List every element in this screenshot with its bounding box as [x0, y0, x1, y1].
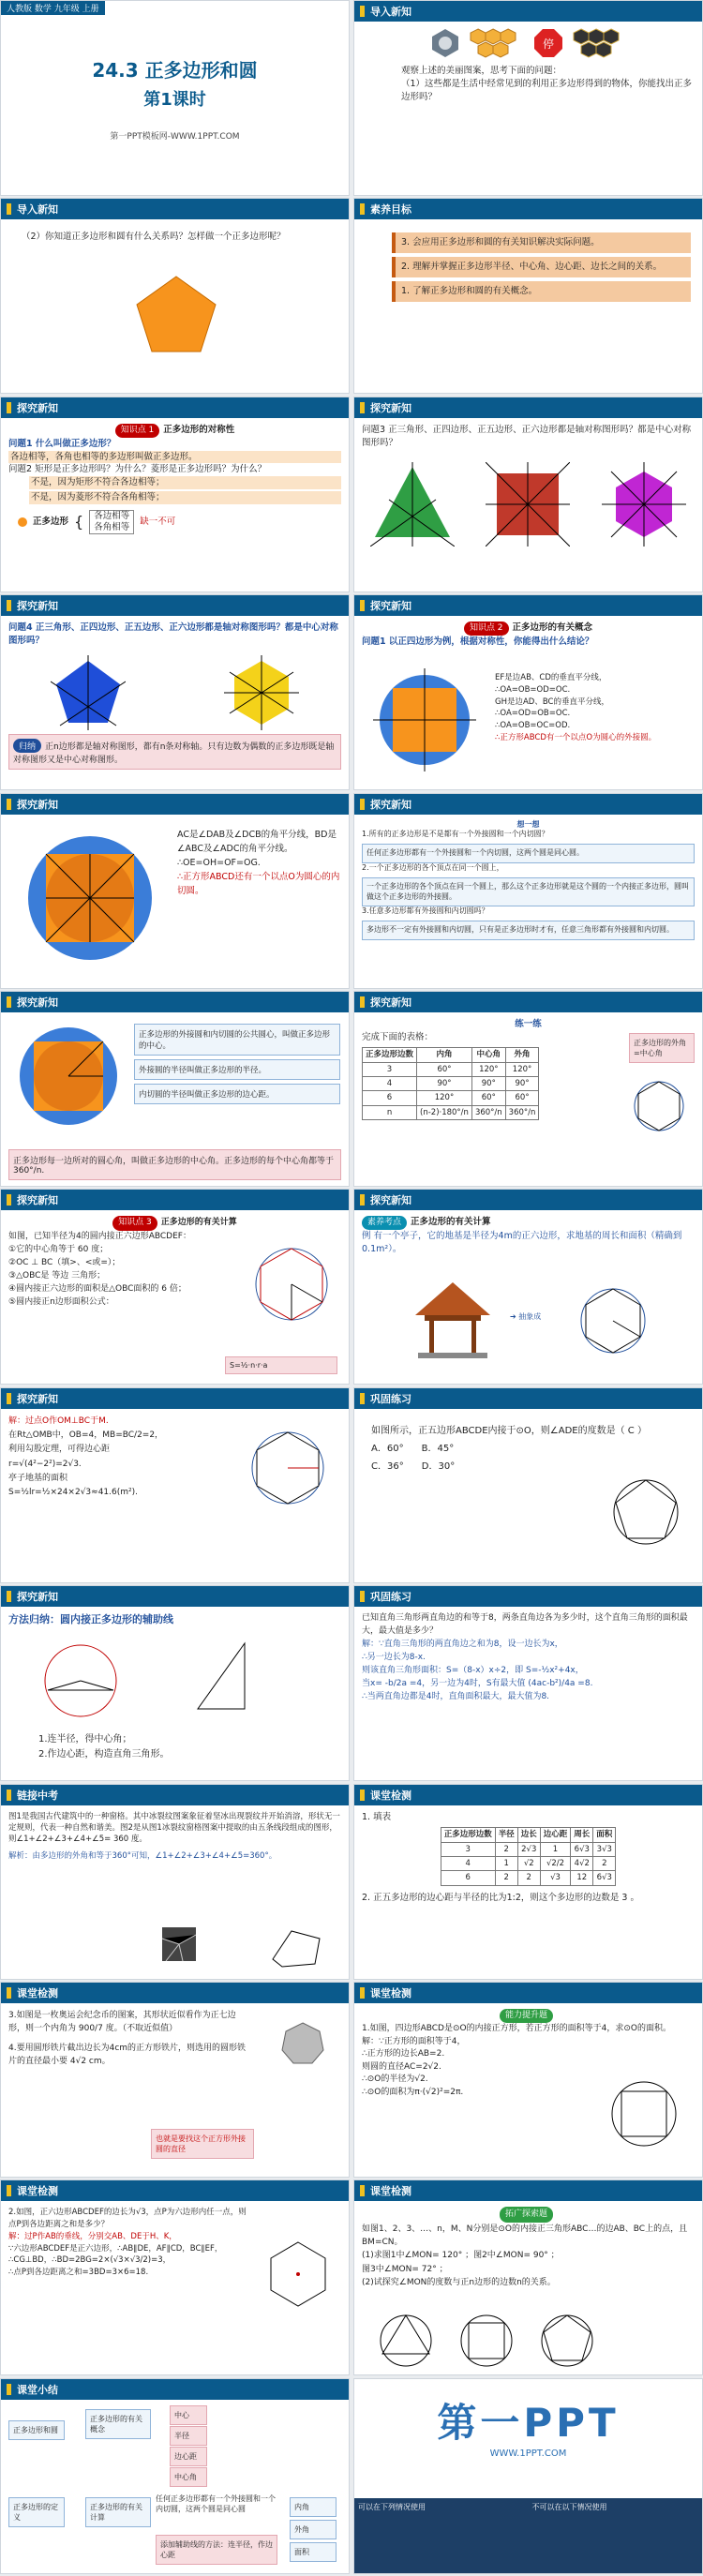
slide-21[interactable] [0, 1982, 350, 2178]
slide-header: 导入新知 [1, 199, 349, 219]
goal-3: 3. 会应用正多边形和圆的有关知识解决实际问题。 [392, 232, 691, 253]
slide-body [1, 1805, 349, 1868]
slide-header: 巩固练习 [354, 1388, 702, 1409]
pattern-row [354, 27, 702, 59]
slide-16[interactable] [353, 1387, 703, 1583]
slide-body [354, 1210, 702, 1262]
question-1: 问题1 以正四边形为例，根据对称性，你能得出什么结论？ [362, 637, 594, 648]
bullet-icon [7, 203, 11, 215]
table-cell: 2 [517, 1871, 540, 1885]
answer-1: 任何正多边形都有一个外接圆和一个内切圆，这两个圆是同心圆。 [362, 844, 695, 863]
lesson-subtitle: 第1课时 [143, 90, 206, 110]
slide-header: 探究新知 [354, 794, 702, 815]
table-header-cell: 边长 [517, 1828, 540, 1842]
note: 缺一不可 [140, 517, 176, 528]
goal-list [354, 219, 702, 301]
slide-header: 探究新知 [1, 1388, 349, 1409]
slide-header: 探究新知 [1, 595, 349, 616]
practice-intro: 完成下面的表格： [362, 1031, 434, 1042]
proof-text: EF是边AB、CD的垂直平分线， ∴OA=OB=OD=OC. GH是边AD、BC的垂直平分线， ∴OA=OD=OB=OC. ∴OA=OB=OC=OD. ∴正方形ABCD有一个以点O为圆心的外接圆。 [495, 673, 657, 742]
solution: 解：过点O作OM⊥BC于M. 在Rt△OMB中，OB=4，MB=BC/2=2， 利用勾股定理，可得边心距 r=√(4²−2²)=2√3. 亭子地基的面积 S=½lr=½×24×2√3≈41.6(m²). [8, 1415, 164, 1498]
summary-box: 归纳 正n边形都是轴对称图形，都有n条对称轴。只有边数为偶数的正多边形既是轴对称图形又是中心对称图形。 [8, 734, 341, 770]
figure-1 [373, 2313, 439, 2369]
angle-figure [263, 1922, 329, 1969]
bullet-icon [7, 1194, 11, 1206]
table-header-row [363, 1048, 539, 1062]
summary-label: 归纳 [13, 739, 41, 753]
slide-22[interactable] [353, 1982, 703, 2178]
slide-26[interactable] [353, 2378, 703, 2574]
bullet-icon [7, 996, 11, 1008]
stop-sign-icon [532, 27, 564, 59]
node-concepts: 正多边形的有关概念 [85, 2409, 151, 2439]
angle-table [362, 1047, 539, 1120]
bullet-icon [7, 1591, 11, 1602]
table-cell: 3 [363, 1062, 417, 1076]
question-3: 问题3 正三角形、正四边形、正五边形、正六边形都是轴对称图形吗？都是中心对称图形吗？ [362, 424, 692, 448]
table-header-cell: 周长 [571, 1828, 593, 1842]
bullet-icon [7, 2384, 11, 2395]
slide-body: 知识点 3 正多边形的有关计算 如图，已知半径为4的圆内接正六边形ABCDEF： ①它的中心角等于 60 度； ②OC ⊥ BC（填>、<或=）； ③△OBC是 等边 三角形； ④圆内接正六边形的面积是△OBC面积的 6 倍； ⑤圆内接正n边形面积公式： [8, 1218, 237, 1307]
slide-1[interactable] [0, 0, 350, 196]
intro-text: 观察上述的美丽图案，思考下面的问题： [401, 66, 562, 76]
slide-header: 课堂检测 [1, 2180, 349, 2201]
question: 已知直角三角形两直角边的和等于8，两条直角边各为多少时，这个直角三角形的面积最大，最大值是多少？ [362, 1613, 688, 1637]
slide-header: 探究新知 [1, 794, 349, 815]
option-b[interactable]: B．45° [421, 1443, 455, 1454]
knowledge-badge: 知识点 3 [112, 1216, 157, 1231]
pentagon-in-circle [608, 1475, 683, 1550]
shape-row [1, 655, 349, 730]
answer-1: 不是，因为矩形不符合各边相等； [29, 476, 341, 489]
usage-footer [354, 2498, 702, 2573]
right-triangle-figure [188, 1639, 254, 1714]
orange-pentagon [134, 274, 218, 354]
table-cell: 90° [471, 1077, 505, 1091]
slide-body [1, 2003, 254, 2074]
table-cell: n [363, 1105, 417, 1119]
table-header-cell: 面积 [593, 1828, 616, 1842]
bullet-icon [360, 6, 365, 17]
bisector-text: AC是∠DAB及∠DCB的角平分线，BD是∠ABC及∠ADC的角平分线。 ∴OE=OH=OF=OG. ∴正方形ABCD还有一个以点O为圆心的内切圆。 [177, 829, 340, 897]
table-row [363, 1105, 539, 1119]
question-4: 4.要用圆形铁片截出边长为4cm的正方形铁片，则选用的圆形铁片的直径最小要 4√2 cm。 [8, 2043, 247, 2067]
slide-header: 探究新知 [1, 992, 349, 1012]
slide-header: 课堂检测 [354, 2180, 702, 2201]
abstract-arrow: ➔ 抽象成 [510, 1312, 542, 1322]
table-cell: 360°/n [471, 1105, 505, 1119]
polygon-label: 正多边形 [33, 517, 69, 528]
slide-17[interactable] [0, 1585, 350, 1781]
table-cell: 3 [441, 1842, 495, 1856]
question: 2.如图，正六边形ABCDEF的边长为√3，点P为六边形内任一点，则点P到各边距离之和是多少？ [8, 2208, 247, 2230]
shape-row [354, 462, 702, 547]
question: 如图1、2、3、…、n，M、N分别是⊙O的内接正三角形ABC…的边AB、BC上的点，且BM=CN。 [362, 2224, 688, 2248]
table-row [363, 1077, 539, 1091]
table-cell: 6√3 [593, 1871, 616, 1885]
bullet-icon [360, 1393, 365, 1404]
square-in-circle-figure [606, 2076, 681, 2151]
slide-13[interactable] [0, 1189, 350, 1385]
hexagon-star-shape [224, 655, 299, 730]
slide-header: 探究新知 [354, 595, 702, 616]
question-3: 3.如图是一枚奥运会纪念币的图案，其形状近似看作为正七边形，则一个内角为 900/7 度。（不取近似值） [8, 2010, 236, 2034]
option-d[interactable]: D．30° [421, 1460, 456, 1472]
slide-24[interactable] [353, 2179, 703, 2375]
method-steps: 1.连半径，得中心角； 2.作边心距，构造直角三角形。 [38, 1734, 170, 1760]
table-cell: 90° [505, 1077, 539, 1091]
table-cell: 360°/n [505, 1105, 539, 1119]
tile-pattern-icon [572, 27, 628, 59]
square-in-circle [373, 668, 476, 771]
analysis: 解析：由多边形的外角和等于360°可知，∠1+∠2+∠3+∠4+∠5=360°。 [8, 1851, 277, 1862]
slide-body [354, 59, 702, 109]
hint-box: 也就是要找这个正方形外接圆的直径 [151, 2129, 254, 2159]
edition-tag: 人教版 数学 九年级 上册 [1, 1, 105, 15]
bullet-icon [360, 203, 365, 215]
table-cell: 120° [505, 1062, 539, 1076]
table-cell: 60° [471, 1091, 505, 1105]
goal-1: 1. 了解正多边形和圆的有关概念。 [392, 281, 691, 302]
circle-triangle-figure [38, 1639, 123, 1723]
badge-title: 正多边形的有关计算 [160, 1218, 237, 1228]
slide-header: 巩固练习 [354, 1586, 702, 1607]
slide-header: 探究新知 [1, 1586, 349, 1607]
slide-header: 课堂检测 [1, 1983, 349, 2003]
table-cell: √2/2 [540, 1856, 571, 1870]
answer-2: 不是，因为菱形不符合各角相等； [29, 491, 341, 504]
bullet-icon [360, 799, 365, 810]
badge-title: 正多边形的有关概念 [512, 622, 593, 634]
option-c[interactable]: C．36° [371, 1460, 404, 1472]
slide-25[interactable]: 课堂小结 正多边形和圆 正多边形的有关概念 中心 半径 边心距 中心角 正多边形的定义 正多边形的有关计算 任何正多边形都有一个外接圆和一个内切圆，这两个圆是同心圆 添加辅助线的方法：连半径，作边心距 内角 外角 面积 [0, 2378, 350, 2574]
table-header-cell: 外角 [505, 1048, 539, 1062]
table-cell: 2 [495, 1871, 517, 1885]
slide-3[interactable] [0, 198, 350, 394]
table-header-cell: 边心距 [540, 1828, 571, 1842]
brand-url[interactable]: WWW.1PPT.COM [489, 2448, 567, 2459]
figure-3 [534, 2313, 600, 2369]
slide-header: 课堂检测 [354, 1983, 702, 2003]
bullet-icon [7, 799, 11, 810]
forbidden-usage: 不可以在以下情况使用 [531, 2502, 607, 2511]
question: 如图所示，正五边形ABCDE内接于⊙O，则∠ADE的度数是（ C ） [371, 1425, 647, 1436]
note-box: 正多边形的外角=中心角 [629, 1033, 695, 1063]
practice-title: 练一练 [515, 1018, 542, 1029]
example-text: 例 有一个亭子，它的地基是半径为4m的正六边形，求地基的周长和面积（精确到0.1m²）。 [362, 1231, 682, 1255]
coin-icon [279, 2020, 326, 2067]
pavilion-icon [411, 1278, 495, 1362]
slide-header: 探究新知 [354, 992, 702, 1012]
hexagon-figure [246, 1426, 330, 1510]
bullet-icon [7, 1393, 11, 1404]
node-definition: 正多边形的定义 [8, 2497, 65, 2527]
fill-table [441, 1827, 617, 1885]
level-badge: 拓广探索题 [500, 2207, 553, 2222]
knowledge-badge: 知识点 1 [115, 424, 160, 438]
slide-header: 课堂小结 [1, 2379, 349, 2400]
slide-19[interactable] [0, 1784, 350, 1980]
table-row [441, 1842, 616, 1856]
table-header-cell: 内角 [417, 1048, 472, 1062]
bullet-icon [360, 2185, 365, 2196]
central-angle-note: 正多边形每一边所对的圆心角，叫做正多边形的中心角。正多边形的每个中心角都等于360°/n. [8, 1149, 341, 1180]
square-center-figure [12, 1020, 125, 1132]
slide-4[interactable] [353, 198, 703, 394]
slide-body [1, 418, 349, 541]
table-cell: 1 [540, 1842, 571, 1856]
slide-body: 2.如图，正六边形ABCDEF的边长为√3，点P为六边形内任一点，则点P到各边距离之和是多少？ 解：过P作AB的垂线，分别交AB、DE于H、K， ∵六边形ABCDEF是正六边形，∴AB∥DE，AF∥CD，BC∥EF， ∴CG⊥BD，∴BD=2BG=2×(√3×√3/2)=3， ∴点P到各边距离之和=3BD=3×6=18. [8, 2208, 247, 2278]
slide-15[interactable] [0, 1387, 350, 1583]
conditions: 各边相等 各角相等 [89, 510, 134, 535]
bullet-icon [360, 1987, 365, 1999]
pentagon-shape [51, 655, 126, 730]
bullet-icon [7, 2185, 11, 2196]
slide-header: 探究新知 [1, 397, 349, 418]
table-header-row [441, 1828, 616, 1842]
slide-20[interactable] [353, 1784, 703, 1980]
bullet-icon [360, 1194, 365, 1206]
slide-header: 链接中考 [1, 1785, 349, 1805]
bullet-icon [360, 1591, 365, 1602]
table-cell: 120° [471, 1062, 505, 1076]
table-cell: 60° [505, 1091, 539, 1105]
figure-row [373, 2313, 600, 2369]
allowed-usage: 可以在下列情况使用 [358, 2502, 426, 2511]
honeycomb-icon [469, 27, 525, 59]
bullet-icon [360, 600, 365, 611]
bullet-icon [360, 1790, 365, 1801]
slide-header: 探究新知 [354, 397, 702, 418]
slide-11[interactable] [0, 991, 350, 1187]
table-cell: 2 [593, 1856, 616, 1870]
bullet-icon [7, 402, 11, 413]
question-1: （1）这些都是生活中经常见到的利用正多边形得到的物体，你能找出正多边形吗？ [401, 78, 693, 102]
brand-logo: 第一PPT [437, 2399, 620, 2446]
slide-header: 课堂检测 [354, 1785, 702, 1805]
table-header-cell: 正多边形边数 [363, 1048, 417, 1062]
node-root: 正多边形和圆 [8, 2420, 65, 2440]
question-2: （2）你知道正多边形和圆有什么关系吗？怎样做一个正多边形呢？ [22, 232, 286, 243]
hexagon-in-circle [631, 1078, 687, 1134]
question: 1.如图，四边形ABCD是⊙O的内接正方形，若正方形的面积等于4，求⊙O的面积。 [362, 2024, 671, 2034]
slide-header: 探究新知 [354, 1190, 702, 1210]
slide-18[interactable] [353, 1585, 703, 1781]
bullet-icon [7, 1987, 11, 1999]
slide-12[interactable] [353, 991, 703, 1187]
slide-7[interactable] [0, 594, 350, 790]
think-title: 想一想 [516, 819, 540, 829]
slide-header: 探究新知 [1, 1190, 349, 1210]
table-cell: 4 [363, 1077, 417, 1091]
answer-3: 多边形不一定有外接圆和内切圆，只有是正多边形时才有，任意三角形都有外接圆和内切圆。 [362, 921, 695, 940]
table-cell: 6√3 [571, 1842, 593, 1856]
method-title: 方法归纳：圆内接正多边形的辅助线 [8, 1613, 173, 1626]
table-cell: 2 [495, 1842, 517, 1856]
table-cell: √3 [540, 1871, 571, 1885]
dot-icon [18, 517, 27, 527]
badge-title: 正多边形的对称性 [163, 424, 235, 435]
table-row [441, 1871, 616, 1885]
literacy-label: 素养考点 [362, 1216, 407, 1230]
window-pattern-icon [160, 1925, 198, 1963]
table-cell: √2 [517, 1856, 540, 1870]
square-inscribed-figure [20, 828, 160, 968]
table-header-cell: 半径 [495, 1828, 517, 1842]
table-cell: 120° [417, 1091, 472, 1105]
question: 图1是我国古代建筑中的一种窗格。其中冰裂纹图案象征着坚冰出现裂纹并开始消溶，形状无一定规则，代表一种自然和谐美。图2是从图1冰裂纹窗格图案中提取的由五条线段组成的图形，则∠1+∠2+∠3+∠4+∠5= 360 度。 [8, 1811, 340, 1845]
site-footer: 第一PPT模板网-WWW.1PPT.COM [110, 132, 240, 142]
question-1: 问题1 什么叫做正多边形？ [8, 438, 116, 449]
table-row [441, 1856, 616, 1870]
knowledge-badge: 知识点 2 [464, 622, 509, 636]
slide-2[interactable] [353, 0, 703, 196]
bullet-icon [7, 1790, 11, 1801]
condition-row [18, 510, 341, 535]
area-formula: S=½·n·r·a [225, 1356, 337, 1374]
table-cell: 1 [495, 1856, 517, 1870]
lesson-title: 24.3 正多边形和圆 [92, 59, 258, 82]
option-a[interactable]: A．60° [371, 1443, 404, 1454]
table-cell: 12 [571, 1871, 593, 1885]
svg-text:停: 停 [542, 37, 554, 51]
hexagon-abstract [576, 1283, 651, 1358]
square-shape [486, 462, 570, 547]
table-cell: 6 [441, 1871, 495, 1885]
hexagon-figure [249, 1242, 334, 1326]
table-cell: 4 [441, 1856, 495, 1870]
question-2: 2. 正五多边形的边心距与半径的比为1:2，则这个多边形的边数是 3 。 [362, 1892, 639, 1903]
slide-body [354, 616, 702, 654]
table-cell: 3√3 [593, 1842, 616, 1856]
table-row [363, 1091, 539, 1105]
table-header-cell: 中心角 [471, 1048, 505, 1062]
hexagon-point-figure [261, 2237, 336, 2312]
slide-body: 拓广探索题 如图1、2、3、…、n，M、N分别是⊙O的内接正三角形ABC…的边AB、BC上的点，且BM=CN。 (1)求图1中∠MON= 120° ；图2中∠MON= 90° ； 图3中∠MON= 72° ； (2)试探究∠MON的度数与正n边形的边数n的关系。 [354, 2201, 702, 2295]
node-calculation: 正多边形的有关计算 [85, 2497, 151, 2527]
solution: 解：∵正方形的面积等于4， ∴正方形的边长AB=2. 则圆的直径AC=2√2. ∴⊙O的半径为√2. ∴⊙O的面积为π·(√2)²=2π. [362, 2036, 466, 2097]
brace-icon: { [74, 513, 84, 532]
slide-header: 素养目标 [354, 199, 702, 219]
slide-8[interactable] [353, 594, 703, 790]
table-cell: 6 [363, 1091, 417, 1105]
slide-body: 1. 填表 正多边形边数 半径 边长 边心距 周长 面积 3 2 2√3 1 6√3 3√3 4 1 √2 √2/2 4√2 2 6 2 2 √3 12 6√3 2. 正五多边形的边心距与半径的比为1:2，则这个多边形的边数是 3 。 [354, 1805, 702, 1910]
slide-23[interactable] [0, 2179, 350, 2375]
goal-2: 2. 理解并掌握正多边形半径、中心角、边心距、边长之间的关系。 [392, 257, 691, 277]
think-body: 想一想 1.所有的正多边形是不是都有一个外接圆和一个内切圆？ 任何正多边形都有一个外接圆和一个内切圆，这两个圆是同心圆。 2.一个正多边形的各个顶点在同一个圆上， 一个正多边形的各个顶点在同一个圆上，那么这个正多边形就是这个圆的一个内接正多边形，圆叫做这个正多边形的外接圆。 3.任意多边形都有外接圆和内切圆吗？ 多边形不一定有外接圆和内切圆，只有是正多边形时才有，任意三角形都有外接圆和内切圆。 [354, 815, 702, 946]
slide-body: 已知直角三角形两直角边的和等于8，两条直角边各为多少时，这个直角三角形的面积最大，最大值是多少？ 解：∵直角三角形的两直角边之和为8，设一边长为x， ∴另一边长为8-x. 则该直角三角形面积：S=（8-x）x÷2，即 S=-½x²+4x， 当x= -b/2a =4，另一边为4时，S有最大值 (4ac-b²)/4a =8. ∴当两直角边都是4时，直角面积最大，最大值为8. [354, 1607, 702, 1710]
slide-5[interactable] [0, 397, 350, 592]
table-cell: 90° [417, 1077, 472, 1091]
slide-6[interactable] [353, 397, 703, 592]
figure-2 [454, 2313, 519, 2369]
bullet-icon [7, 600, 11, 611]
key-point: 正多边形的有关计算 [411, 1217, 491, 1228]
triangle-shape [370, 462, 455, 547]
question-4: 问题4 正三角形、正四边形、正五边形、正六边形都是轴对称图形吗？都是中心对称图形吗？ [8, 622, 338, 646]
table-header-cell: 正多边形边数 [441, 1828, 495, 1842]
slide-14[interactable] [353, 1189, 703, 1385]
table-cell: (n-2)·180°/n [417, 1105, 472, 1119]
bullet-icon [360, 402, 365, 413]
definition: 各边相等，各角也相等的多边形叫做正多边形。 [8, 451, 341, 464]
level-badge: 能力提升题 [500, 2009, 553, 2024]
table-cell: 60° [417, 1062, 472, 1076]
bullet-icon [360, 996, 365, 1008]
table-cell: 2√3 [517, 1842, 540, 1856]
question-2: 问题2 矩形是正多边形吗？为什么？菱形是正多边形吗？为什么？ [8, 464, 267, 475]
table-cell: 4√2 [571, 1856, 593, 1870]
slide-10[interactable] [353, 793, 703, 989]
slide-9[interactable] [0, 793, 350, 989]
table-row [363, 1062, 539, 1076]
slide-header: 导入新知 [354, 1, 702, 22]
hexagon-nut-icon [429, 27, 461, 59]
answer-2: 一个正多边形的各个顶点在同一个圆上，那么这个正多边形就是这个圆的一个内接正多边形，圆叫做这个正多边形的外接圆。 [362, 877, 695, 907]
hexagon-shape [602, 462, 686, 547]
concept-list: 正多边形的外接圆和内切圆的公共圆心，叫做正多边形的中心。 外接圆的半径叫做正多边形的半径。 内切圆的半径叫做正多边形的边心距。 [134, 1020, 340, 1104]
